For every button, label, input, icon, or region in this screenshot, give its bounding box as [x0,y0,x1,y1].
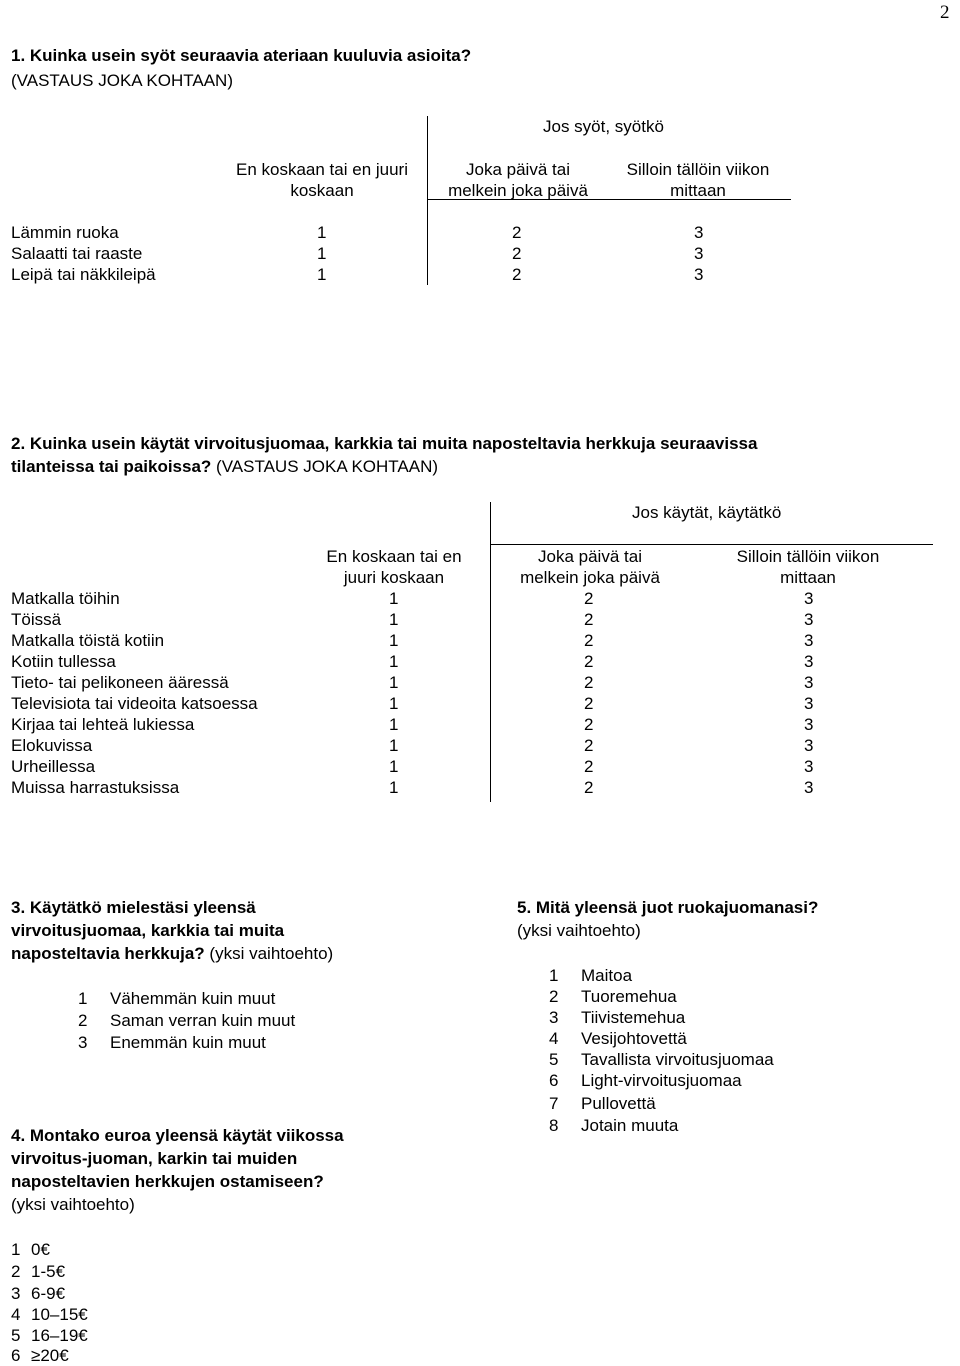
q1-value-1[interactable]: 1 [317,265,327,284]
q5-option[interactable] [549,1008,685,1028]
q2-row-label: Televisiota tai videoita katsoessa [11,694,258,713]
q1-col-header-3: Silloin tällöin viikon mittaan [626,160,770,200]
q2-value-3[interactable]: 3 [804,736,814,755]
q5-option-label: Pullovettä [581,1094,656,1113]
q4-option-number: 4 [11,1305,21,1324]
q3-title-line1: 3. Käytätkö mielestäsi yleensä [11,898,256,917]
q1-col-header-1: En koskaan tai en juuri koskaan [236,160,408,200]
q4-option[interactable] [11,1305,88,1325]
q2-value-2[interactable]: 2 [584,673,594,692]
q2-value-3[interactable]: 3 [804,652,814,671]
q4-title-line1: 4. Montako euroa yleensä käytät viikossa [11,1126,344,1145]
q4-option[interactable] [11,1240,50,1260]
q5-option-number: 8 [549,1116,559,1135]
q2-value-1[interactable]: 1 [389,673,399,692]
q2-col-header-2: Joka päivä tai melkein joka päivä [520,547,660,587]
q2-row-label: Kirjaa tai lehteä lukiessa [11,715,195,734]
q5-option[interactable] [549,1071,742,1091]
q5-option-label: Maitoa [581,966,633,985]
q2-row-label: Matkalla töihin [11,589,120,608]
q2-value-2[interactable]: 2 [584,778,594,797]
q4-option-number: 6 [11,1346,21,1365]
q4-option-number: 1 [11,1240,21,1259]
q2-value-3[interactable]: 3 [804,610,814,629]
q2-value-1[interactable]: 1 [389,736,399,755]
q5-option-number: 7 [549,1094,559,1113]
q1-value-3[interactable]: 3 [694,265,704,284]
q2-value-1[interactable]: 1 [389,757,399,776]
q4-option-label: ≥20€ [31,1346,69,1365]
q4-option-label: 1-5€ [31,1262,66,1281]
q2-row-label: Urheillessa [11,757,96,776]
q4-option-label: 16–19€ [31,1326,88,1345]
q2-row-label: Matkalla töistä kotiin [11,631,165,650]
q2-value-1[interactable]: 1 [389,652,399,671]
q4-instruction: (yksi vaihtoehto) [11,1195,135,1214]
q2-value-1[interactable]: 1 [389,631,399,650]
q2-value-1[interactable]: 1 [389,778,399,797]
q4-option-label: 0€ [31,1240,50,1259]
q5-option[interactable] [549,1050,774,1070]
q5-option-label: Tavallista virvoitusjuomaa [581,1050,774,1069]
q3-option-number: 2 [78,1011,88,1030]
q3-instruction: (yksi vaihtoehto) [209,944,334,963]
q1-value-2[interactable]: 2 [512,244,522,263]
q3-option[interactable] [78,989,275,1009]
q3-option-label: Saman verran kuin muut [110,1011,296,1030]
q1-row-label: Lämmin ruoka [11,223,119,242]
q1-col-header-2: Joka päivä tai melkein joka päivä [448,160,588,200]
q5-option-number: 6 [549,1071,559,1090]
q1-row-label: Salaatti tai raaste [11,244,143,263]
q1-value-1[interactable]: 1 [317,244,327,263]
q4-title-line3: naposteltavien herkkujen ostamiseen? [11,1172,324,1191]
q4-option-label: 6-9€ [31,1284,66,1303]
q2-value-3[interactable]: 3 [804,715,814,734]
q4-option-number: 3 [11,1284,21,1303]
q3-option-label: Vähemmän kuin muut [110,989,276,1008]
q5-option[interactable] [549,1094,656,1114]
q2-row-label: Kotiin tullessa [11,652,116,671]
q2-value-3[interactable]: 3 [804,631,814,650]
q2-value-3[interactable]: 3 [804,589,814,608]
q4-option[interactable] [11,1346,69,1366]
q5-option-label: Vesijohtovettä [581,1029,687,1048]
q2-value-2[interactable]: 2 [584,610,594,629]
q3-option[interactable] [78,1033,266,1053]
q5-option-number: 2 [549,987,559,1006]
q5-option-label: Light-virvoitusjuomaa [581,1071,742,1090]
q5-option-label: Jotain muuta [581,1116,679,1135]
q4-option[interactable] [11,1326,88,1346]
q2-row-label: Elokuvissa [11,736,93,755]
q5-option[interactable] [549,966,632,986]
q2-group-header: Jos käytät, käytätkö [632,503,782,522]
q2-value-2[interactable]: 2 [584,736,594,755]
q5-option[interactable] [549,987,677,1007]
q2-col-header-1: En koskaan tai en juuri koskaan [326,547,462,587]
q5-option-number: 3 [549,1008,559,1027]
q2-value-1[interactable]: 1 [389,694,399,713]
q5-option-label: Tuoremehua [581,987,677,1006]
q5-option-number: 4 [549,1029,559,1048]
q3-option-number: 1 [78,989,88,1008]
q5-option-number: 1 [549,966,559,985]
q4-title-line2: virvoitus-juoman, karkin tai muiden [11,1149,298,1168]
q5-option[interactable] [549,1029,687,1049]
q3-option-label: Enemmän kuin muut [110,1033,266,1052]
q1-value-3[interactable]: 3 [694,223,704,242]
q1-group-header: Jos syöt, syötkö [543,117,664,136]
q4-option-label: 10–15€ [31,1305,88,1324]
q2-title-line2: tilanteissa tai paikoissa? [11,457,212,476]
q2-value-1[interactable]: 1 [389,610,399,629]
q5-instruction: (yksi vaihtoehto) [517,921,641,940]
q2-title-line2-wrap [11,457,438,477]
q3-option[interactable] [78,1011,295,1031]
q3-option-number: 3 [78,1033,88,1052]
q2-value-3[interactable]: 3 [804,694,814,713]
q4-option[interactable] [11,1284,65,1304]
page-number: 2 [940,2,950,23]
q5-option[interactable] [549,1116,678,1136]
q2-value-1[interactable]: 1 [389,715,399,734]
q4-option[interactable] [11,1262,65,1282]
q2-row-label: Muissa harrastuksissa [11,778,180,797]
q1-value-2[interactable]: 2 [512,265,522,284]
q2-value-3[interactable]: 3 [804,757,814,776]
q2-value-2[interactable]: 2 [584,694,594,713]
q2-row-label: Töissä [11,610,62,629]
q2-value-2[interactable]: 2 [584,589,594,608]
q2-value-2[interactable]: 2 [584,757,594,776]
q2-value-2[interactable]: 2 [584,652,594,671]
q1-value-1[interactable]: 1 [317,223,327,242]
q2-value-2[interactable]: 2 [584,631,594,650]
q3-title-line3: naposteltavia herkkuja? [11,944,205,963]
q1-value-2[interactable]: 2 [512,223,522,242]
q2-instruction: (VASTAUS JOKA KOHTAAN) [216,457,439,476]
q5-title: 5. Mitä yleensä juot ruokajuomanasi? [517,898,819,917]
q4-option-number: 5 [11,1326,21,1345]
q1-row-label: Leipä tai näkkileipä [11,265,156,284]
q3-title-line3-wrap [11,944,333,964]
q2-col-header-3: Silloin tällöin viikon mittaan [736,547,880,587]
q5-option-number: 5 [549,1050,559,1069]
q2-row-label: Tieto- tai pelikoneen ääressä [11,673,229,692]
q5-option-label: Tiivistemehua [581,1008,686,1027]
q2-value-3[interactable]: 3 [804,778,814,797]
q1-instruction: (VASTAUS JOKA KOHTAAN) [11,71,233,90]
q2-divider-horizontal [490,544,933,545]
q2-title-line1: 2. Kuinka usein käytät virvoitusjuomaa, karkkia tai muita naposteltavia herkkuja seuraavissa [11,434,758,453]
q1-value-3[interactable]: 3 [694,244,704,263]
q2-value-2[interactable]: 2 [584,715,594,734]
q2-value-3[interactable]: 3 [804,673,814,692]
q3-title-line2: virvoitusjuomaa, karkkia tai muita [11,921,285,940]
q1-title: 1. Kuinka usein syöt seuraavia ateriaan kuuluvia asioita? [11,46,472,65]
q4-option-number: 2 [11,1262,21,1281]
q2-value-1[interactable]: 1 [389,589,399,608]
